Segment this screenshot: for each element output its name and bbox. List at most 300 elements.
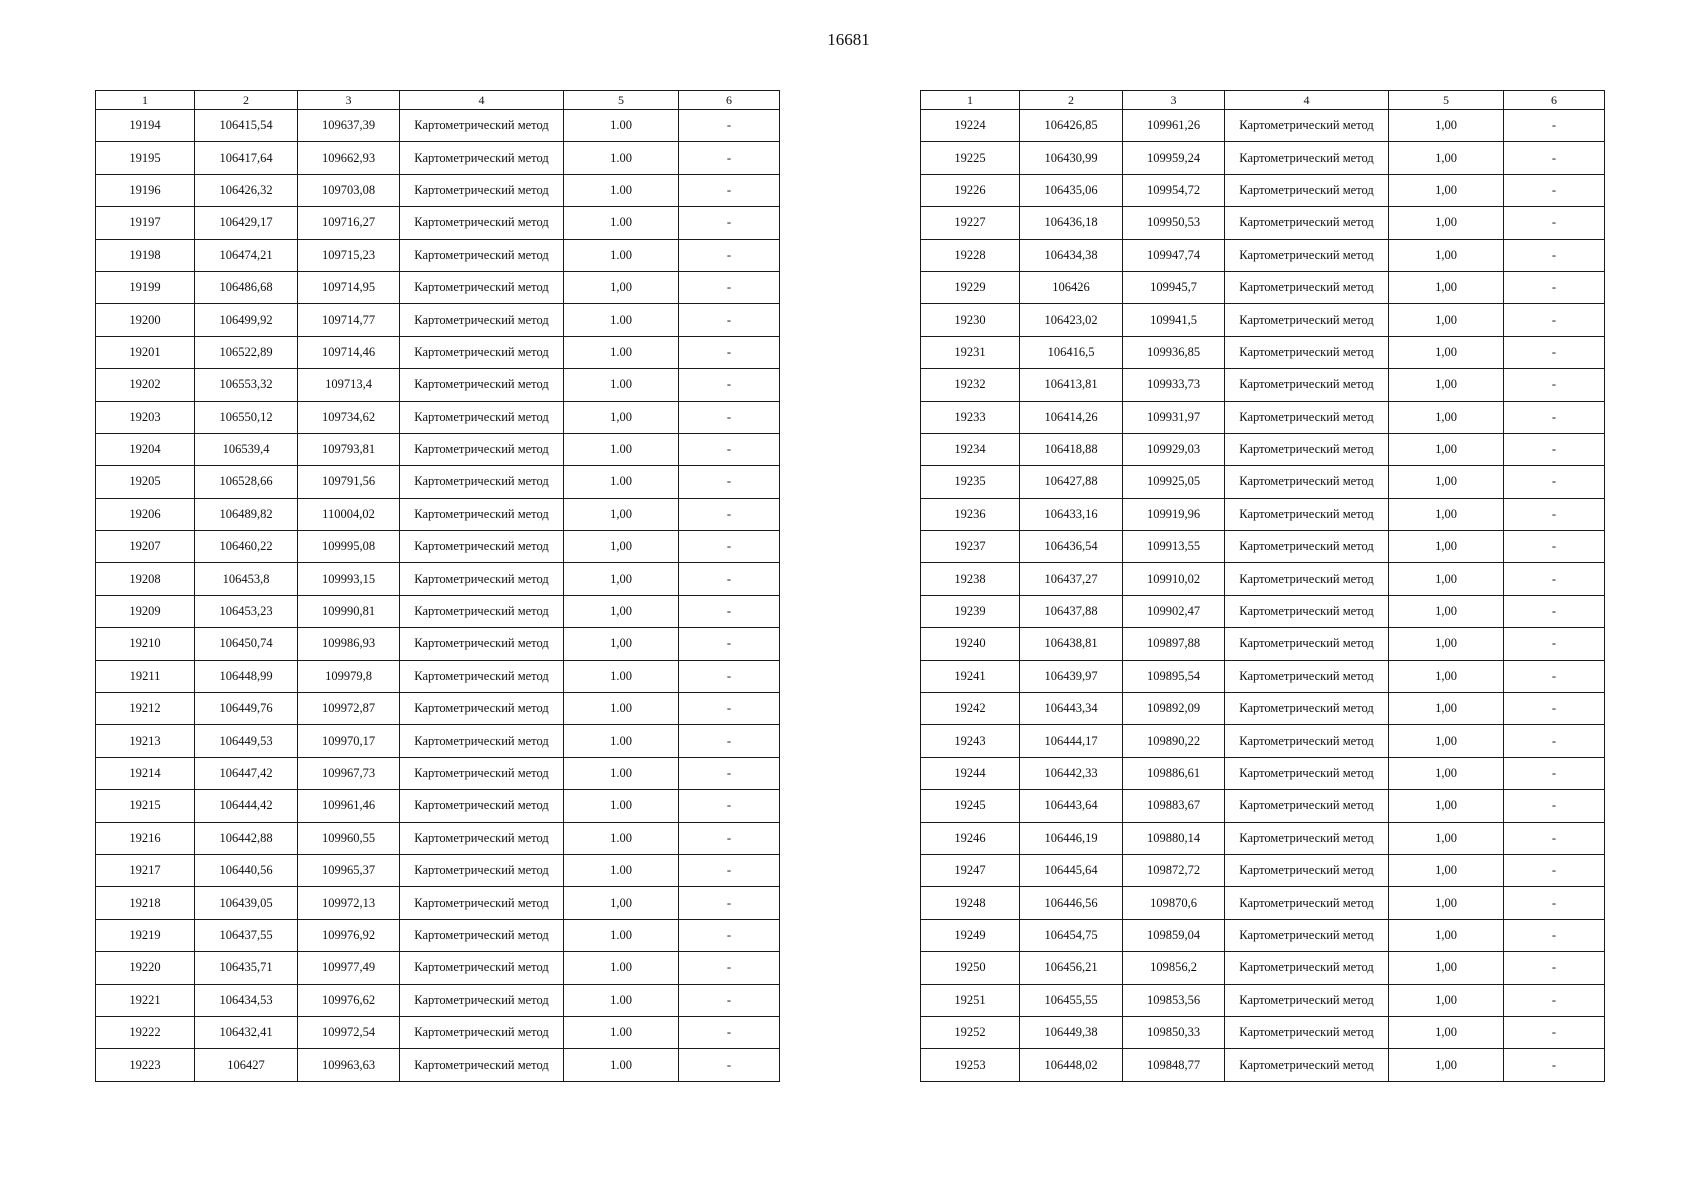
method-cell: Картометрический метод xyxy=(1225,1016,1389,1048)
accuracy-cell: 1.00 xyxy=(564,433,679,465)
note-cell: - xyxy=(1504,757,1605,789)
note-cell: - xyxy=(1504,110,1605,142)
y-coordinate-cell: 109793,81 xyxy=(298,433,400,465)
x-coordinate-cell: 106474,21 xyxy=(195,239,298,271)
accuracy-cell: 1,00 xyxy=(1389,984,1504,1016)
accuracy-cell: 1,00 xyxy=(1389,628,1504,660)
method-cell: Картометрический метод xyxy=(1225,563,1389,595)
method-cell: Картометрический метод xyxy=(1225,984,1389,1016)
y-coordinate-cell: 109960,55 xyxy=(298,822,400,854)
accuracy-cell: 1.00 xyxy=(564,854,679,886)
table-row xyxy=(96,304,780,336)
column-header: 2 xyxy=(195,91,298,110)
accuracy-cell: 1.00 xyxy=(564,984,679,1016)
y-coordinate-cell: 109880,14 xyxy=(1123,822,1225,854)
y-coordinate-cell: 109979,8 xyxy=(298,660,400,692)
note-cell: - xyxy=(679,142,780,174)
accuracy-cell: 1.00 xyxy=(564,110,679,142)
table-row xyxy=(96,401,780,433)
method-cell: Картометрический метод xyxy=(1225,822,1389,854)
table-row xyxy=(921,595,1605,627)
method-cell: Картометрический метод xyxy=(1225,401,1389,433)
accuracy-cell: 1.00 xyxy=(564,369,679,401)
note-cell: - xyxy=(1504,174,1605,206)
note-cell: - xyxy=(1504,369,1605,401)
point-number-cell: 19231 xyxy=(921,336,1020,368)
note-cell: - xyxy=(1504,628,1605,660)
x-coordinate-cell: 106436,54 xyxy=(1020,531,1123,563)
note-cell: - xyxy=(1504,919,1605,951)
method-cell: Картометрический метод xyxy=(1225,142,1389,174)
y-coordinate-cell: 109950,53 xyxy=(1123,207,1225,239)
note-cell: - xyxy=(679,984,780,1016)
table-row xyxy=(921,498,1605,530)
table-row xyxy=(921,369,1605,401)
accuracy-cell: 1.00 xyxy=(564,304,679,336)
accuracy-cell: 1,00 xyxy=(1389,1016,1504,1048)
point-number-cell: 19199 xyxy=(96,271,195,303)
x-coordinate-cell: 106427 xyxy=(195,1049,298,1081)
y-coordinate-cell: 109714,95 xyxy=(298,271,400,303)
point-number-cell: 19197 xyxy=(96,207,195,239)
y-coordinate-cell: 109734,62 xyxy=(298,401,400,433)
method-cell: Картометрический метод xyxy=(1225,919,1389,951)
point-number-cell: 19213 xyxy=(96,725,195,757)
x-coordinate-cell: 106450,74 xyxy=(195,628,298,660)
y-coordinate-cell: 109936,85 xyxy=(1123,336,1225,368)
point-number-cell: 19201 xyxy=(96,336,195,368)
y-coordinate-cell: 109662,93 xyxy=(298,142,400,174)
note-cell: - xyxy=(679,1016,780,1048)
accuracy-cell: 1,00 xyxy=(1389,110,1504,142)
note-cell: - xyxy=(1504,498,1605,530)
point-number-cell: 19251 xyxy=(921,984,1020,1016)
note-cell: - xyxy=(679,174,780,206)
note-cell: - xyxy=(679,369,780,401)
page-number: 16681 xyxy=(827,30,870,49)
accuracy-cell: 1,00 xyxy=(1389,336,1504,368)
table-row xyxy=(96,336,780,368)
table-row xyxy=(96,757,780,789)
y-coordinate-cell: 109961,46 xyxy=(298,790,400,822)
y-coordinate-cell: 109714,77 xyxy=(298,304,400,336)
accuracy-cell: 1,00 xyxy=(1389,369,1504,401)
x-coordinate-cell: 106489,82 xyxy=(195,498,298,530)
point-number-cell: 19243 xyxy=(921,725,1020,757)
point-number-cell: 19252 xyxy=(921,1016,1020,1048)
note-cell: - xyxy=(679,790,780,822)
column-header: 6 xyxy=(1504,91,1605,110)
note-cell: - xyxy=(1504,304,1605,336)
method-cell: Картометрический метод xyxy=(400,369,564,401)
x-coordinate-cell: 106416,5 xyxy=(1020,336,1123,368)
y-coordinate-cell: 109703,08 xyxy=(298,174,400,206)
point-number-cell: 19214 xyxy=(96,757,195,789)
x-coordinate-cell: 106486,68 xyxy=(195,271,298,303)
method-cell: Картометрический метод xyxy=(1225,336,1389,368)
accuracy-cell: 1.00 xyxy=(564,174,679,206)
method-cell: Картометрический метод xyxy=(400,563,564,595)
note-cell: - xyxy=(1504,336,1605,368)
table-row xyxy=(96,919,780,951)
table-row xyxy=(96,466,780,498)
y-coordinate-cell: 109929,03 xyxy=(1123,433,1225,465)
method-cell: Картометрический метод xyxy=(1225,725,1389,757)
accuracy-cell: 1,00 xyxy=(564,887,679,919)
point-number-cell: 19236 xyxy=(921,498,1020,530)
point-number-cell: 19212 xyxy=(96,693,195,725)
x-coordinate-cell: 106437,27 xyxy=(1020,563,1123,595)
note-cell: - xyxy=(1504,595,1605,627)
table-row xyxy=(921,142,1605,174)
point-number-cell: 19203 xyxy=(96,401,195,433)
table-header xyxy=(96,91,780,110)
accuracy-cell: 1,00 xyxy=(564,531,679,563)
y-coordinate-cell: 109890,22 xyxy=(1123,725,1225,757)
table-row xyxy=(921,790,1605,822)
table-row xyxy=(921,207,1605,239)
accuracy-cell: 1.00 xyxy=(564,336,679,368)
note-cell: - xyxy=(1504,239,1605,271)
method-cell: Картометрический метод xyxy=(1225,304,1389,336)
x-coordinate-cell: 106439,05 xyxy=(195,887,298,919)
column-header: 6 xyxy=(679,91,780,110)
x-coordinate-cell: 106442,33 xyxy=(1020,757,1123,789)
table-row xyxy=(921,110,1605,142)
table-row xyxy=(921,466,1605,498)
method-cell: Картометрический метод xyxy=(400,919,564,951)
note-cell: - xyxy=(1504,790,1605,822)
note-cell: - xyxy=(1504,433,1605,465)
x-coordinate-cell: 106423,02 xyxy=(1020,304,1123,336)
table-row xyxy=(96,725,780,757)
method-cell: Картометрический метод xyxy=(400,207,564,239)
accuracy-cell: 1,00 xyxy=(1389,563,1504,595)
x-coordinate-cell: 106437,88 xyxy=(1020,595,1123,627)
x-coordinate-cell: 106456,21 xyxy=(1020,952,1123,984)
table-row xyxy=(921,531,1605,563)
method-cell: Картометрический метод xyxy=(400,239,564,271)
point-number-cell: 19239 xyxy=(921,595,1020,627)
column-header: 1 xyxy=(96,91,195,110)
x-coordinate-cell: 106442,88 xyxy=(195,822,298,854)
x-coordinate-cell: 106444,17 xyxy=(1020,725,1123,757)
accuracy-cell: 1,00 xyxy=(1389,595,1504,627)
note-cell: - xyxy=(679,693,780,725)
accuracy-cell: 1,00 xyxy=(1389,1049,1504,1081)
note-cell: - xyxy=(1504,401,1605,433)
y-coordinate-cell: 109850,33 xyxy=(1123,1016,1225,1048)
note-cell: - xyxy=(679,336,780,368)
method-cell: Картометрический метод xyxy=(400,1049,564,1081)
point-number-cell: 19196 xyxy=(96,174,195,206)
accuracy-cell: 1,00 xyxy=(1389,498,1504,530)
method-cell: Картометрический метод xyxy=(1225,854,1389,886)
point-number-cell: 19232 xyxy=(921,369,1020,401)
accuracy-cell: 1,00 xyxy=(1389,693,1504,725)
point-number-cell: 19225 xyxy=(921,142,1020,174)
method-cell: Картометрический метод xyxy=(1225,433,1389,465)
point-number-cell: 19247 xyxy=(921,854,1020,886)
note-cell: - xyxy=(1504,854,1605,886)
note-cell: - xyxy=(679,887,780,919)
point-number-cell: 19207 xyxy=(96,531,195,563)
table-row xyxy=(96,984,780,1016)
point-number-cell: 19220 xyxy=(96,952,195,984)
y-coordinate-cell: 109976,62 xyxy=(298,984,400,1016)
y-coordinate-cell: 109716,27 xyxy=(298,207,400,239)
x-coordinate-cell: 106455,55 xyxy=(1020,984,1123,1016)
y-coordinate-cell: 109848,77 xyxy=(1123,1049,1225,1081)
note-cell: - xyxy=(679,952,780,984)
point-number-cell: 19230 xyxy=(921,304,1020,336)
y-coordinate-cell: 109972,13 xyxy=(298,887,400,919)
point-number-cell: 19250 xyxy=(921,952,1020,984)
x-coordinate-cell: 106454,75 xyxy=(1020,919,1123,951)
accuracy-cell: 1,00 xyxy=(1389,725,1504,757)
table-row xyxy=(921,628,1605,660)
x-coordinate-cell: 106426,32 xyxy=(195,174,298,206)
column-header: 5 xyxy=(1389,91,1504,110)
y-coordinate-cell: 109886,61 xyxy=(1123,757,1225,789)
method-cell: Картометрический метод xyxy=(1225,887,1389,919)
y-coordinate-cell: 109941,5 xyxy=(1123,304,1225,336)
y-coordinate-cell: 109872,72 xyxy=(1123,854,1225,886)
y-coordinate-cell: 109965,37 xyxy=(298,854,400,886)
accuracy-cell: 1,00 xyxy=(1389,466,1504,498)
method-cell: Картометрический метод xyxy=(1225,595,1389,627)
point-number-cell: 19217 xyxy=(96,854,195,886)
point-number-cell: 19244 xyxy=(921,757,1020,789)
method-cell: Картометрический метод xyxy=(400,110,564,142)
method-cell: Картометрический метод xyxy=(400,822,564,854)
x-coordinate-cell: 106453,23 xyxy=(195,595,298,627)
point-number-cell: 19227 xyxy=(921,207,1020,239)
y-coordinate-cell: 109637,39 xyxy=(298,110,400,142)
accuracy-cell: 1.00 xyxy=(564,725,679,757)
note-cell: - xyxy=(679,757,780,789)
note-cell: - xyxy=(679,466,780,498)
note-cell: - xyxy=(679,401,780,433)
column-header: 3 xyxy=(1123,91,1225,110)
x-coordinate-cell: 106437,55 xyxy=(195,919,298,951)
method-cell: Картометрический метод xyxy=(1225,1049,1389,1081)
y-coordinate-cell: 109714,46 xyxy=(298,336,400,368)
note-cell: - xyxy=(679,660,780,692)
x-coordinate-cell: 106427,88 xyxy=(1020,466,1123,498)
x-coordinate-cell: 106430,99 xyxy=(1020,142,1123,174)
point-number-cell: 19235 xyxy=(921,466,1020,498)
table-body xyxy=(921,110,1605,1082)
point-number-cell: 19198 xyxy=(96,239,195,271)
table-row xyxy=(921,919,1605,951)
table-row xyxy=(921,174,1605,206)
table-row xyxy=(96,1016,780,1048)
x-coordinate-cell: 106418,88 xyxy=(1020,433,1123,465)
accuracy-cell: 1,00 xyxy=(564,628,679,660)
note-cell: - xyxy=(679,304,780,336)
point-number-cell: 19224 xyxy=(921,110,1020,142)
point-number-cell: 19249 xyxy=(921,919,1020,951)
table-row xyxy=(96,660,780,692)
point-number-cell: 19218 xyxy=(96,887,195,919)
x-coordinate-cell: 106414,26 xyxy=(1020,401,1123,433)
method-cell: Картометрический метод xyxy=(400,271,564,303)
x-coordinate-cell: 106436,18 xyxy=(1020,207,1123,239)
header-row xyxy=(96,91,780,110)
accuracy-cell: 1,00 xyxy=(1389,887,1504,919)
note-cell: - xyxy=(679,822,780,854)
note-cell: - xyxy=(1504,142,1605,174)
point-number-cell: 19215 xyxy=(96,790,195,822)
method-cell: Картометрический метод xyxy=(1225,531,1389,563)
accuracy-cell: 1,00 xyxy=(1389,822,1504,854)
note-cell: - xyxy=(1504,207,1605,239)
y-coordinate-cell: 109970,17 xyxy=(298,725,400,757)
method-cell: Картометрический метод xyxy=(400,433,564,465)
point-number-cell: 19222 xyxy=(96,1016,195,1048)
method-cell: Картометрический метод xyxy=(1225,628,1389,660)
point-number-cell: 19226 xyxy=(921,174,1020,206)
method-cell: Картометрический метод xyxy=(1225,660,1389,692)
y-coordinate-cell: 109993,15 xyxy=(298,563,400,595)
x-coordinate-cell: 106449,53 xyxy=(195,725,298,757)
method-cell: Картометрический метод xyxy=(400,304,564,336)
method-cell: Картометрический метод xyxy=(400,790,564,822)
x-coordinate-cell: 106426 xyxy=(1020,271,1123,303)
y-coordinate-cell: 109954,72 xyxy=(1123,174,1225,206)
table-row xyxy=(921,725,1605,757)
table-row xyxy=(96,207,780,239)
method-cell: Картометрический метод xyxy=(400,854,564,886)
accuracy-cell: 1,00 xyxy=(1389,433,1504,465)
table-row xyxy=(921,952,1605,984)
table-row xyxy=(921,984,1605,1016)
accuracy-cell: 1,00 xyxy=(564,271,679,303)
y-coordinate-cell: 109913,55 xyxy=(1123,531,1225,563)
accuracy-cell: 1,00 xyxy=(1389,660,1504,692)
table-body xyxy=(96,110,780,1082)
y-coordinate-cell: 110004,02 xyxy=(298,498,400,530)
method-cell: Картометрический метод xyxy=(1225,174,1389,206)
x-coordinate-cell: 106434,38 xyxy=(1020,239,1123,271)
table-row xyxy=(96,174,780,206)
point-number-cell: 19253 xyxy=(921,1049,1020,1081)
method-cell: Картометрический метод xyxy=(400,142,564,174)
coordinates-table-left xyxy=(95,90,780,1082)
y-coordinate-cell: 109959,24 xyxy=(1123,142,1225,174)
point-number-cell: 19210 xyxy=(96,628,195,660)
point-number-cell: 19204 xyxy=(96,433,195,465)
y-coordinate-cell: 109990,81 xyxy=(298,595,400,627)
point-number-cell: 19211 xyxy=(96,660,195,692)
point-number-cell: 19200 xyxy=(96,304,195,336)
table-row xyxy=(921,887,1605,919)
x-coordinate-cell: 106439,97 xyxy=(1020,660,1123,692)
table-row xyxy=(921,1016,1605,1048)
accuracy-cell: 1.00 xyxy=(564,822,679,854)
x-coordinate-cell: 106447,42 xyxy=(195,757,298,789)
table-row xyxy=(96,952,780,984)
note-cell: - xyxy=(1504,660,1605,692)
accuracy-cell: 1.00 xyxy=(564,239,679,271)
table-row xyxy=(96,822,780,854)
x-coordinate-cell: 106539,4 xyxy=(195,433,298,465)
method-cell: Картометрический метод xyxy=(1225,110,1389,142)
table-row xyxy=(96,595,780,627)
y-coordinate-cell: 109715,23 xyxy=(298,239,400,271)
method-cell: Картометрический метод xyxy=(1225,271,1389,303)
y-coordinate-cell: 109995,08 xyxy=(298,531,400,563)
note-cell: - xyxy=(679,854,780,886)
y-coordinate-cell: 109892,09 xyxy=(1123,693,1225,725)
method-cell: Картометрический метод xyxy=(400,952,564,984)
accuracy-cell: 1,00 xyxy=(1389,304,1504,336)
method-cell: Картометрический метод xyxy=(400,725,564,757)
x-coordinate-cell: 106413,81 xyxy=(1020,369,1123,401)
note-cell: - xyxy=(1504,563,1605,595)
method-cell: Картометрический метод xyxy=(1225,693,1389,725)
table-row xyxy=(96,887,780,919)
method-cell: Картометрический метод xyxy=(400,660,564,692)
coordinates-table-right xyxy=(920,90,1605,1082)
x-coordinate-cell: 106445,64 xyxy=(1020,854,1123,886)
method-cell: Картометрический метод xyxy=(400,757,564,789)
accuracy-cell: 1.00 xyxy=(564,952,679,984)
y-coordinate-cell: 109986,93 xyxy=(298,628,400,660)
x-coordinate-cell: 106522,89 xyxy=(195,336,298,368)
note-cell: - xyxy=(679,1049,780,1081)
x-coordinate-cell: 106415,54 xyxy=(195,110,298,142)
note-cell: - xyxy=(679,563,780,595)
accuracy-cell: 1,00 xyxy=(564,563,679,595)
column-header: 4 xyxy=(1225,91,1389,110)
table-row xyxy=(96,628,780,660)
note-cell: - xyxy=(679,628,780,660)
table-row xyxy=(921,271,1605,303)
point-number-cell: 19242 xyxy=(921,693,1020,725)
x-coordinate-cell: 106443,34 xyxy=(1020,693,1123,725)
x-coordinate-cell: 106435,71 xyxy=(195,952,298,984)
table-row xyxy=(921,401,1605,433)
note-cell: - xyxy=(1504,822,1605,854)
note-cell: - xyxy=(1504,725,1605,757)
accuracy-cell: 1,00 xyxy=(1389,239,1504,271)
accuracy-cell: 1.00 xyxy=(564,207,679,239)
table-row xyxy=(96,369,780,401)
point-number-cell: 19216 xyxy=(96,822,195,854)
y-coordinate-cell: 109945,7 xyxy=(1123,271,1225,303)
note-cell: - xyxy=(679,531,780,563)
method-cell: Картометрический метод xyxy=(1225,466,1389,498)
note-cell: - xyxy=(679,498,780,530)
accuracy-cell: 1,00 xyxy=(1389,174,1504,206)
note-cell: - xyxy=(1504,1049,1605,1081)
note-cell: - xyxy=(1504,693,1605,725)
table-row xyxy=(96,239,780,271)
note-cell: - xyxy=(1504,984,1605,1016)
y-coordinate-cell: 109963,63 xyxy=(298,1049,400,1081)
note-cell: - xyxy=(679,110,780,142)
point-number-cell: 19223 xyxy=(96,1049,195,1081)
y-coordinate-cell: 109853,56 xyxy=(1123,984,1225,1016)
point-number-cell: 19240 xyxy=(921,628,1020,660)
accuracy-cell: 1.00 xyxy=(564,660,679,692)
y-coordinate-cell: 109791,56 xyxy=(298,466,400,498)
x-coordinate-cell: 106553,32 xyxy=(195,369,298,401)
table-row xyxy=(921,336,1605,368)
y-coordinate-cell: 109713,4 xyxy=(298,369,400,401)
